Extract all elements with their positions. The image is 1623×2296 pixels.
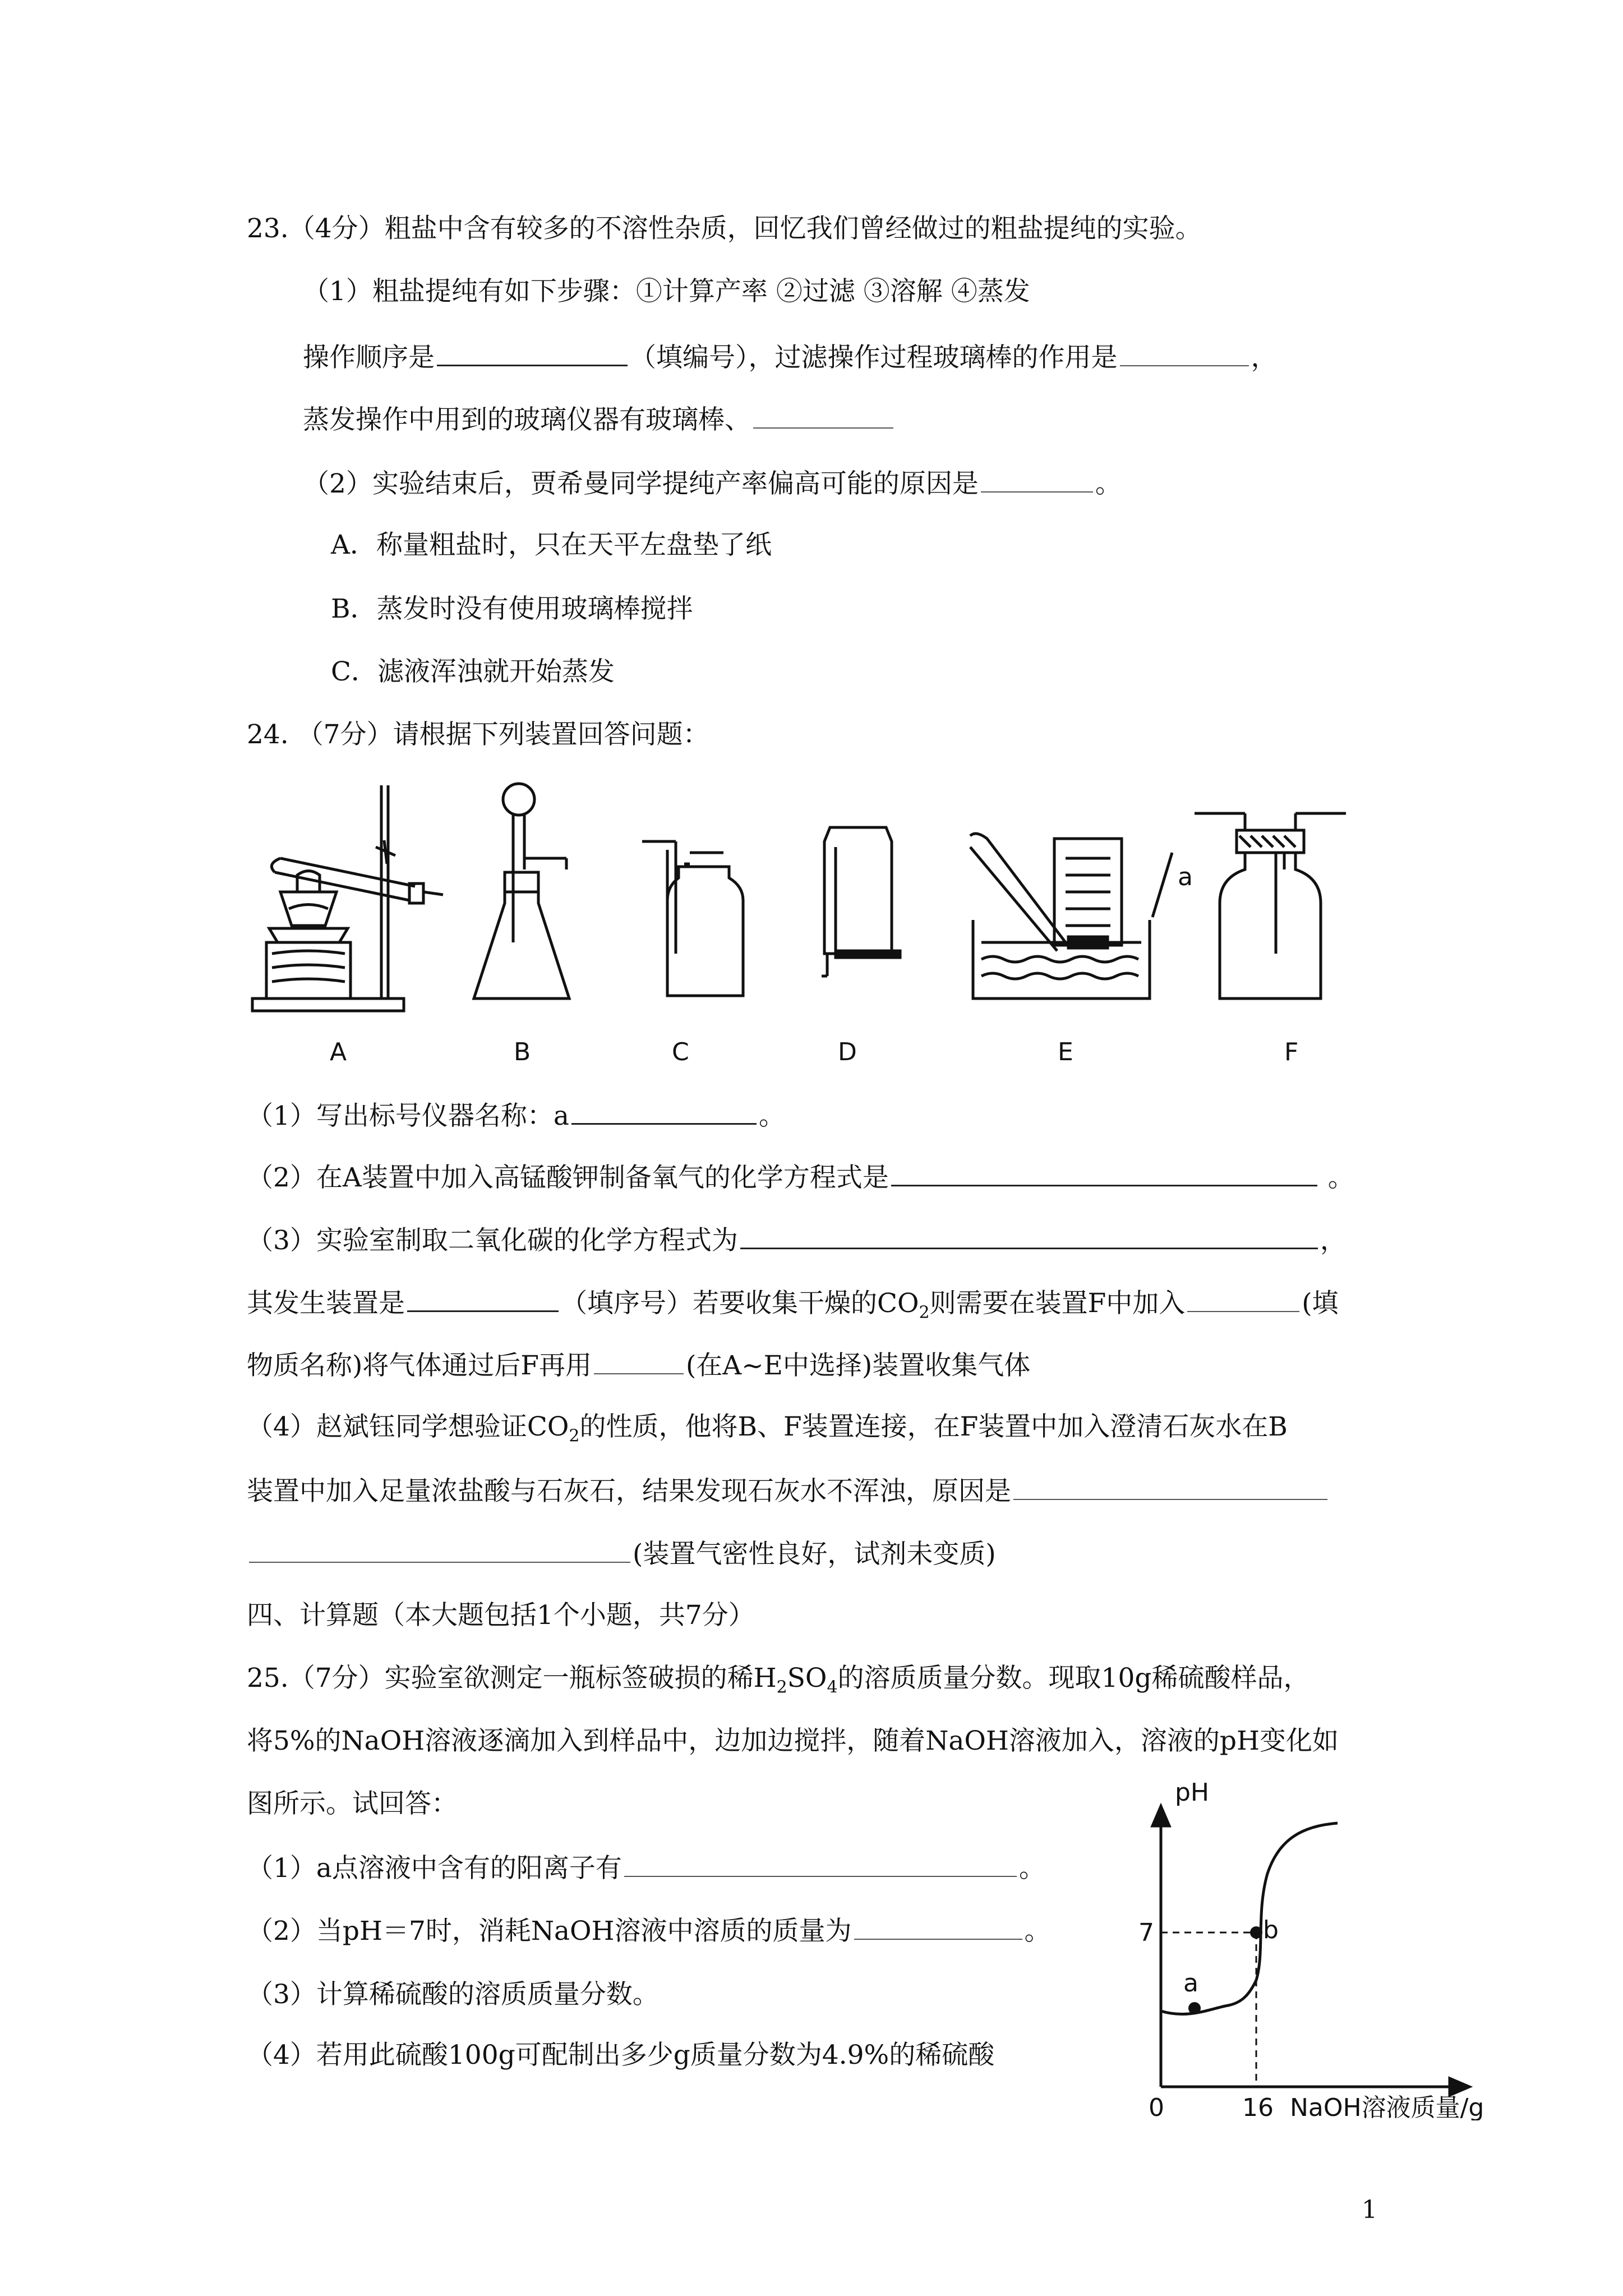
q23-p1: （1）粗盐提纯有如下步骤：①计算产率 ②过滤 ③溶解 ④蒸发	[303, 276, 1030, 307]
q23-option-c: C．滤液浑浊就开始蒸发	[331, 656, 615, 687]
apparatus-label-b: B	[514, 1038, 531, 1066]
q23-option-b: B．蒸发时没有使用玻璃棒搅拌	[331, 593, 693, 624]
apparatus-label-f: F	[1284, 1038, 1299, 1066]
apparatus-marker-a: a	[1178, 863, 1193, 891]
q25-p4: （4）若用此硫酸100g可配制出多少g质量分数为4.9%的稀硫酸	[247, 2040, 995, 2070]
q25-p1: （1）a点溶液中含有的阳离子有 。	[247, 1851, 1045, 1884]
q23-p1b: 操作顺序是 （填编号），过滤操作过程玻璃棒的作用是 ，	[303, 340, 1278, 374]
q24-p1: （1）写出标号仪器名称：a 。	[247, 1098, 785, 1132]
q24-p3: （3）实验室制取二氧化碳的化学方程式为 ，	[247, 1223, 1347, 1257]
answer-blank[interactable]	[981, 467, 1093, 493]
x-axis-label: NaOH溶液质量/g	[1290, 2093, 1484, 2120]
apparatus-label-c: C	[672, 1038, 689, 1066]
apparatus-label-d: D	[838, 1038, 857, 1066]
apparatus-figure	[241, 774, 1430, 1043]
answer-blank[interactable]	[1013, 1474, 1327, 1500]
point-a-marker	[1188, 2002, 1201, 2014]
answer-blank[interactable]	[407, 1286, 559, 1312]
answer-blank[interactable]	[594, 1349, 684, 1374]
q25-line2: 将5%的NaOH溶液逐滴加入到样品中，边加边搅拌，随着NaOH溶液加入，溶液的pH变化如	[247, 1726, 1339, 1756]
q24-p2: （2）在A装置中加入高锰酸钾制备氧气的化学方程式是 。	[247, 1160, 1354, 1194]
answer-blank[interactable]	[854, 1914, 1022, 1940]
q23-p1c: 蒸发操作中用到的玻璃仪器有玻璃棒、	[303, 403, 896, 436]
origin-label: 0	[1149, 2093, 1164, 2120]
q23-title: 23.（4分）粗盐中含有较多的不溶性杂质，回忆我们曾经做过的粗盐提纯的实验。	[247, 213, 1202, 244]
answer-blank[interactable]	[624, 1851, 1017, 1877]
q24-p3c: 物质名称)将气体通过后F再用 (在A~E中选择)装置收集气体	[247, 1349, 1030, 1382]
answer-blank[interactable]	[1120, 341, 1249, 366]
section-4-heading: 四、计算题（本大题包括1个小题，共7分）	[247, 1600, 755, 1631]
x-tick-16: 16	[1242, 2093, 1274, 2120]
apparatus-c	[642, 841, 743, 996]
apparatus-a	[252, 785, 443, 1011]
q24-title: 24. （7分）请根据下列装置回答问题：	[247, 719, 709, 750]
apparatus-label-a: A	[330, 1038, 347, 1066]
apparatus-e	[970, 834, 1172, 999]
y-axis-label: pH	[1175, 1778, 1210, 1807]
x-axis-arrow	[1450, 2078, 1469, 2095]
q23-p2: （2）实验结束后，贾希曼同学提纯产率偏高可能的原因是 。	[303, 467, 1122, 500]
page-number: 1	[1362, 2196, 1377, 2224]
answer-blank[interactable]	[437, 340, 628, 366]
q25-p2: （2）当pH＝7时，消耗NaOH溶液中溶质的质量为 。	[247, 1914, 1051, 1947]
q25-line3: 图所示。试回答：	[247, 1788, 458, 1819]
q25-p3: （3）计算稀硫酸的溶质质量分数。	[247, 1979, 659, 2010]
answer-blank[interactable]	[740, 1223, 1318, 1249]
answer-blank[interactable]	[1187, 1286, 1299, 1312]
answer-blank[interactable]	[753, 403, 893, 429]
apparatus-label-e: E	[1058, 1038, 1073, 1066]
q24-p4c: 装置中加入足量浓盐酸与石灰石，结果发现石灰水不浑浊，原因是	[247, 1474, 1330, 1507]
apparatus-d	[822, 827, 900, 976]
apparatus-f	[1195, 813, 1346, 999]
y-axis-arrow	[1152, 1806, 1169, 1826]
answer-blank[interactable]	[571, 1098, 757, 1125]
point-b-label: b	[1263, 1916, 1279, 1944]
q24-p4d: (装置气密性良好，试剂未变质)	[247, 1537, 996, 1570]
answer-blank[interactable]	[249, 1537, 630, 1563]
apparatus-b	[474, 784, 569, 999]
q23-option-a: A．称量粗盐时，只在天平左盘垫了纸	[331, 530, 772, 560]
answer-blank[interactable]	[891, 1160, 1317, 1186]
point-a-label: a	[1183, 1969, 1198, 1998]
q24-p4: （4）赵斌钰同学想验证$CO_2$的性质，他将B、F装置连接，在F装置中加入澄清石灰水在B	[247, 1411, 1288, 1446]
q24-p3b: 其发生装置是 （填序号）若要收集干燥的$CO_2$则需要在装置F中加入 (填	[247, 1286, 1339, 1328]
ph-graph	[1122, 1773, 1525, 2120]
point-b-marker	[1250, 1926, 1262, 1939]
y-tick-7: 7	[1138, 1918, 1154, 1947]
q25-title: 25.（7分）实验室欲测定一瓶标签破损的稀$H_2SO_4$的溶质质量分数。现取10g稀硫酸样品，	[247, 1663, 1310, 1697]
